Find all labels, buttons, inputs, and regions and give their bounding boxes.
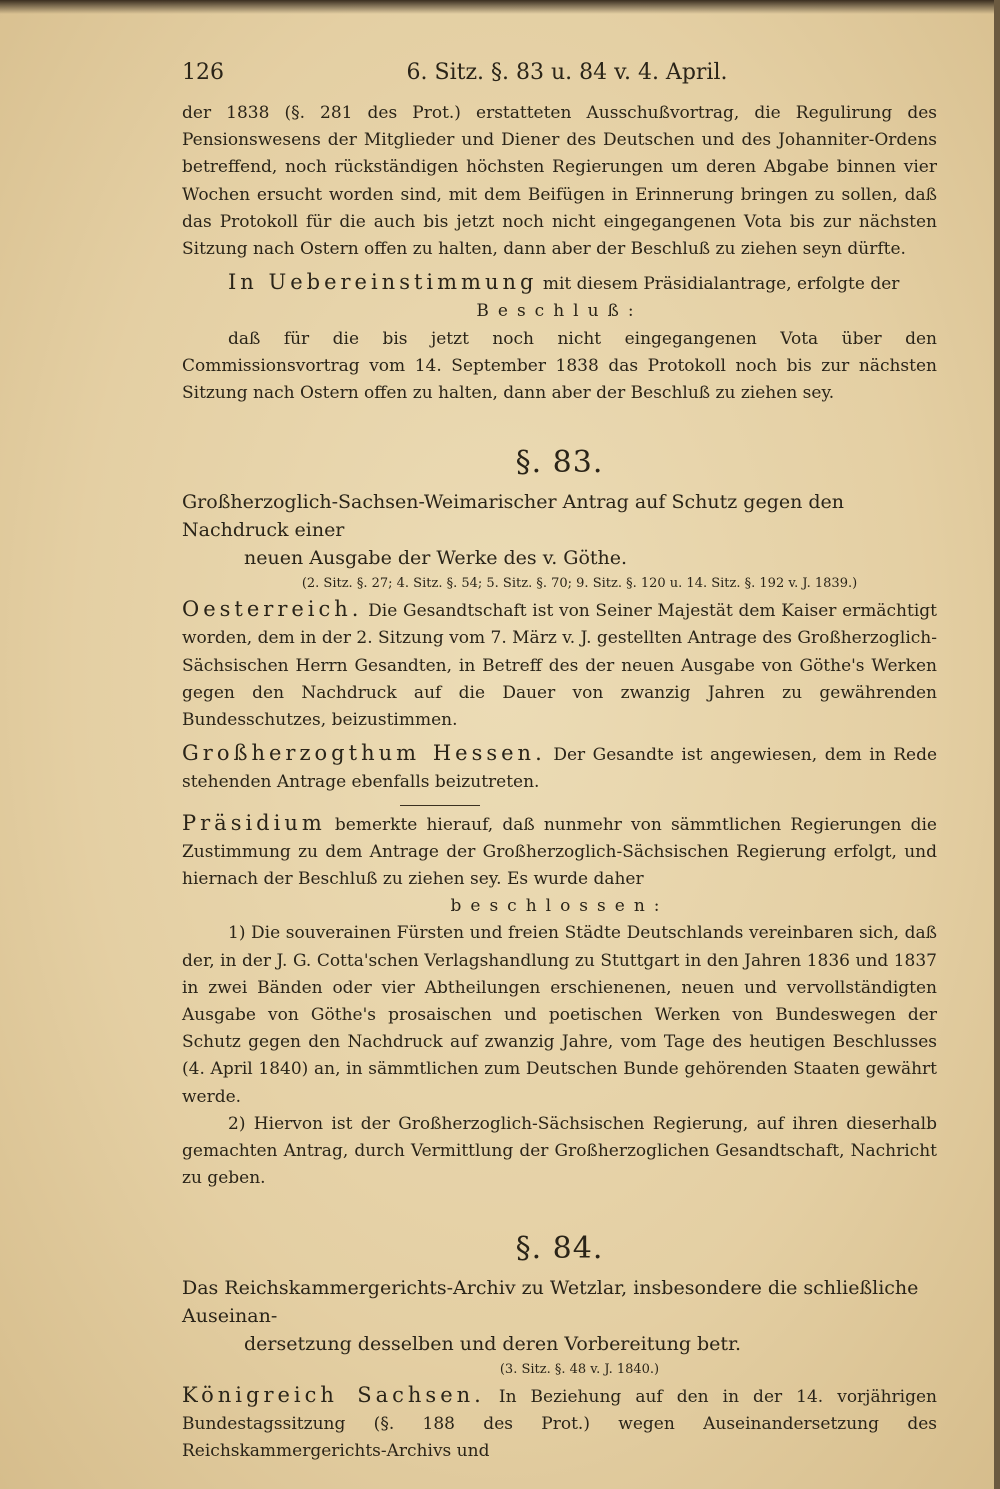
section-83-heading-line1: Großherzoglich-Sachsen-Weimarischer Antrag auf Schutz gegen den Nachdruck einer	[182, 491, 845, 542]
running-header	[182, 60, 937, 100]
austria-text: Die Gesandtschaft ist von Seiner Majestät dem Kaiser ermächtigt worden, dem in der 2. Sitzung vom 7. März v. J. gestellten Antrage des Großherzoglich-Sächsischen Herrn Gesandten, in Betreff des der neuen Ausgabe von Göthe's Werken gegen den Nachdruck auf die Dauer von zwanzig Jahren zu gewährenden Bundesschutzes, beizustimmen.	[182, 601, 937, 731]
resolution-1: 1) Die souverainen Fürsten und freien Städte Deutschlands vereinbaren sich, daß der, in der J. G. Cotta'schen Verlagshandlung zu Stuttgart in den Jahren 1836 und 1837 in zwei Bänden oder vier Abtheilungen erschienenen, neuen und vervollständigten Ausgabe von Göthe's prosaischen und poetischen Werken von Bundeswegen der Schutz gegen den Nachdruck auf zwanzig Jahre, vom Tage des heutigen Beschlusses (4. April 1840) an, in sämmtlichen zum Deutschen Bunde gehörenden Staaten gewährt werde.	[182, 923, 937, 1107]
divider-rule	[400, 805, 480, 806]
section-83-heading-line2: neuen Ausgabe der Werke des v. Göthe.	[244, 547, 628, 570]
intro-paragraph: der 1838 (§. 281 des Prot.) erstatteten Ausschußvortrag, die Regulirung des Pensionswesens der Mitglieder und Diener des Deutschen und des Johanniter-Ordens betreffend, noch rückständigen höchsten Regierungen um deren Abgabe binnen vier Wochen ersucht worden sind, mit dem Beifügen in Erinnerung bringen zu sollen, daß das Protokoll für die auch bis jetzt noch nicht eingegangenen Vota bis zur nächsten Sitzung nach Ostern offen zu halten, dann aber der Beschluß zu ziehen seyn dürfte.	[182, 103, 937, 260]
hessen-lead: Großherzogthum Hessen.	[182, 741, 546, 766]
praesidium-paragraph	[182, 810, 937, 894]
section-84-references: (3. Sitz. §. 48 v. J. 1840.)	[499, 1361, 660, 1377]
praesidium-lead: Präsidium	[182, 810, 326, 835]
section-84-number: §. 84.	[515, 1230, 604, 1266]
page-content	[182, 60, 937, 1465]
saxony-paragraph	[182, 1382, 937, 1466]
agreement-rest: mit diesem Präsidialantrage, erfolgte der	[542, 274, 900, 295]
section-83-references: (2. Sitz. §. 27; 4. Sitz. §. 54; 5. Sitz. §. 70; 9. Sitz. §. 120 u. 14. Sitz. §. 192 v. J. 1839.)	[301, 576, 858, 592]
beschlossen-label: beschlossen:	[450, 896, 669, 917]
section-83-number: §. 83.	[515, 445, 604, 481]
page-right-edge	[994, 0, 1000, 1489]
agreement-line	[182, 269, 937, 298]
praesidium-text: bemerkte hierauf, daß nunmehr von sämmtlichen Regierungen die Zustimmung zu dem Antrage der Großherzoglich-Sächsischen Regierung erfolgt, und hiernach der Beschluß zu ziehen sey. Es wurde daher	[182, 814, 937, 890]
hessen-paragraph	[182, 740, 937, 796]
running-title: 6. Sitz. §. 83 u. 84 v. 4. April.	[406, 60, 728, 85]
section-84-heading	[182, 1274, 937, 1358]
page-number: 126	[182, 60, 224, 85]
section-83-heading	[182, 488, 937, 572]
beschluss-text: daß für die bis jetzt noch nicht eingegangenen Vota über den Commissionsvortrag vom 14. September 1838 das Protokoll noch bis zur nächsten Sitzung nach Ostern offen zu halten, dann aber der Beschluß zu ziehen sey.	[182, 328, 937, 404]
austria-lead: Oesterreich.	[182, 597, 363, 622]
beschluss-label: Beschluß:	[476, 301, 643, 322]
hessen-text: Der Gesandte ist angewiesen, dem in Rede stehenden Antrage ebenfalls beizutreten.	[182, 745, 938, 793]
saxony-text: In Beziehung auf den in der 14. vorjährigen Bundestagssitzung (§. 188 des Prot.) wegen Auseinandersetzung des Reichskammergerichts-Archivs und	[182, 1386, 937, 1461]
page-top-shadow	[0, 0, 1000, 14]
section-84-heading-line1: Das Reichskammergerichts-Archiv zu Wetzlar, insbesondere die schließliche Auseinan-	[182, 1276, 919, 1327]
resolution-2: 2) Hiervon ist der Großherzoglich-Sächsischen Regierung, auf ihren dieserhalb gemachten Antrag, durch Vermittlung der Großherzoglichen Gesandtschaft, Nachricht zu geben.	[182, 1113, 937, 1189]
austria-paragraph	[182, 596, 937, 734]
agreement-lead: In Uebereinstimmung	[228, 270, 538, 295]
saxony-lead: Königreich Sachsen.	[182, 1382, 485, 1407]
section-84-heading-line2: dersetzung desselben und deren Vorbereitung betr.	[244, 1332, 742, 1355]
